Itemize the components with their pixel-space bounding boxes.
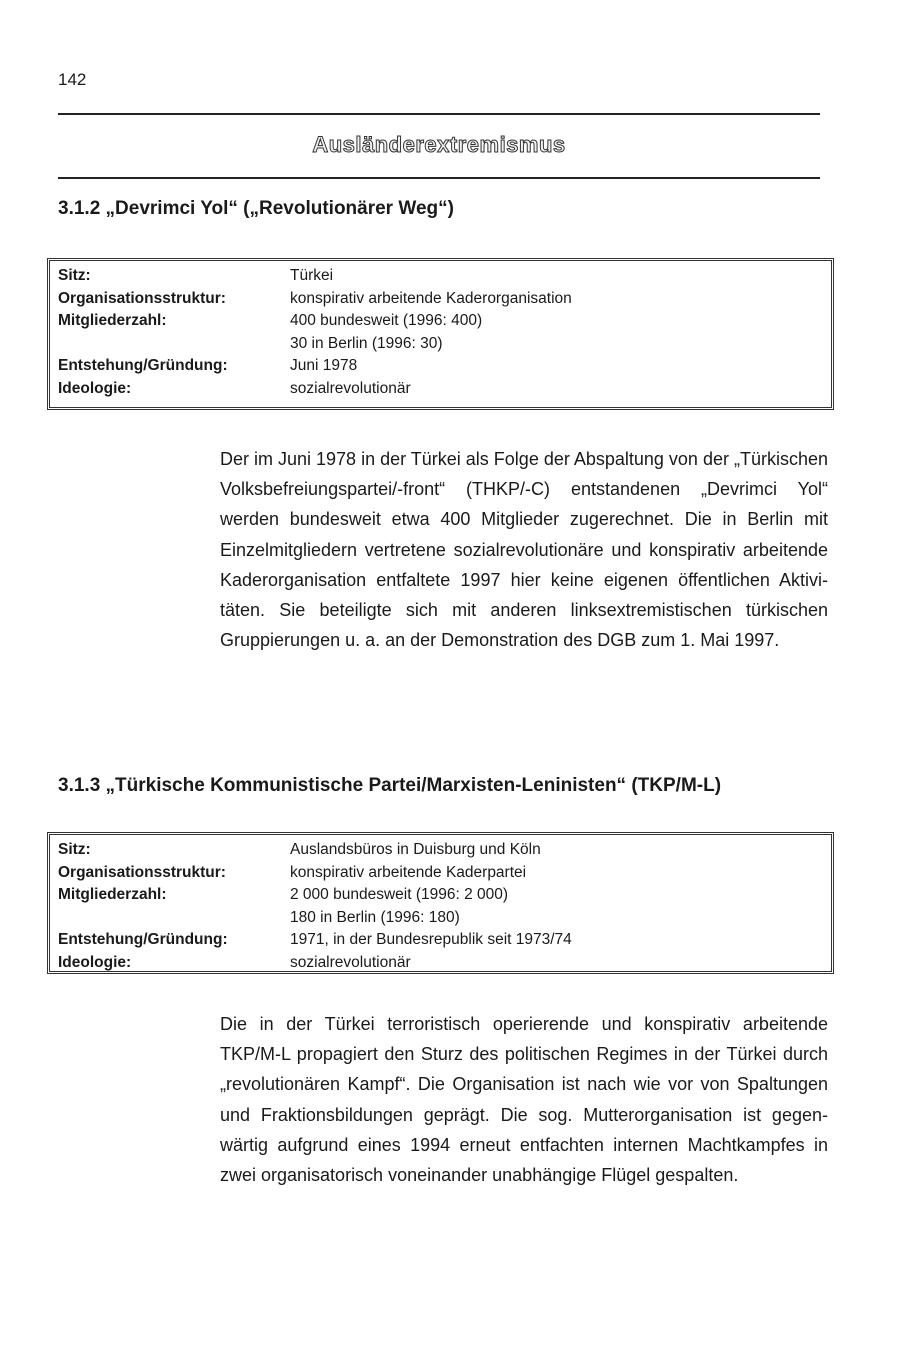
fact-value: 30 in Berlin (1996: 30) <box>290 334 443 352</box>
fact-row <box>50 862 831 885</box>
fact-value: sozialrevolutionär <box>290 379 411 397</box>
page-number: 142 <box>58 70 87 89</box>
fact-row <box>50 310 831 333</box>
fact-label <box>50 907 290 930</box>
section-heading: 3.1.3 „Türkische Kommunistische Partei/Marxisten-Leninisten“ (TKP/M-L) <box>58 775 722 796</box>
fact-value: konspirativ arbeitende Kaderorganisation <box>290 289 572 307</box>
fact-value: konspirativ arbeitende Kaderpartei <box>290 863 527 881</box>
fact-row <box>50 884 831 907</box>
fact-value: sozialrevolutionär <box>290 953 411 971</box>
fact-label: Sitz: <box>58 841 91 858</box>
fact-label: Mitgliederzahl: <box>58 886 167 903</box>
fact-row <box>50 952 831 975</box>
fact-value: Juni 1978 <box>290 357 358 374</box>
fact-label: Ideologie: <box>58 379 132 397</box>
body-paragraph: Die in der Türkei terroristisch operierende und konspirativ arbeitende TKP/M-L propagiert den Sturz des politischen Regimes in der Türkei durch „revolutionären Kampf“. Die Organisation ist nach wie vor von Spaltungen und Fraktionsbildungen geprägt. Die sog. Mutterorganisation ist gegenwärtig aufgrund eines 1994 erneut entfachten internen Machtkampfes in zwei organisatorisch voneinander unabhängige Flügel gespalten. <box>220 1014 828 1186</box>
fact-box <box>47 832 834 974</box>
fact-label: Mitgliederzahl: <box>58 312 167 329</box>
fact-label: Entstehung/Gründung: <box>58 357 228 374</box>
fact-label: Ideologie: <box>58 953 132 971</box>
fact-label: Organisationsstruktur: <box>58 289 226 307</box>
fact-label: Entstehung/Gründung: <box>58 931 228 948</box>
fact-box <box>47 258 834 410</box>
fact-row <box>50 907 831 930</box>
fact-label <box>50 333 290 356</box>
header-bottom-rule <box>58 177 820 179</box>
body-paragraph: Der im Juni 1978 in der Türkei als Folge der Abspaltung von der „Türkischen Volksbefreiungspartei/-front“ (THKP/-C) entstandenen „Devrimci Yol“ werden bundesweit etwa 400 Mitglieder zugerechnet. Die in Berlin mit Einzelmitgliedern vertretene sozialrevolutionäre und konspirativ arbeitende Kaderorganisation entfaltete 1997 hier keine eigenen öffentlichen Aktivitäten. Sie beteiligte sich mit anderen linksextremistischen türkischen Gruppierungen u. a. an der Demonstration des DGB zum 1. Mai 1997. <box>220 449 828 651</box>
header-top-rule <box>58 113 820 115</box>
fact-row <box>50 378 831 401</box>
fact-row <box>50 265 831 288</box>
fact-row <box>50 929 831 952</box>
fact-value: 180 in Berlin (1996: 180) <box>290 908 460 926</box>
fact-value: Türkei <box>290 267 334 284</box>
fact-value: 1971, in der Bundesrepublik seit 1973/74 <box>290 931 572 948</box>
fact-label: Organisationsstruktur: <box>58 863 226 881</box>
running-head: Ausländerextremismus <box>312 132 566 157</box>
fact-value: 400 bundesweit (1996: 400) <box>290 312 483 329</box>
fact-row <box>50 839 831 862</box>
fact-row <box>50 355 831 378</box>
fact-row <box>50 333 831 356</box>
fact-row <box>50 288 831 311</box>
fact-label: Sitz: <box>58 267 91 284</box>
fact-value: Auslandsbüros in Duisburg und Köln <box>290 841 541 858</box>
section-heading: 3.1.2 „Devrimci Yol“ („Revolutionärer Weg“) <box>58 198 454 219</box>
fact-value: 2 000 bundesweit (1996: 2 000) <box>290 886 509 903</box>
